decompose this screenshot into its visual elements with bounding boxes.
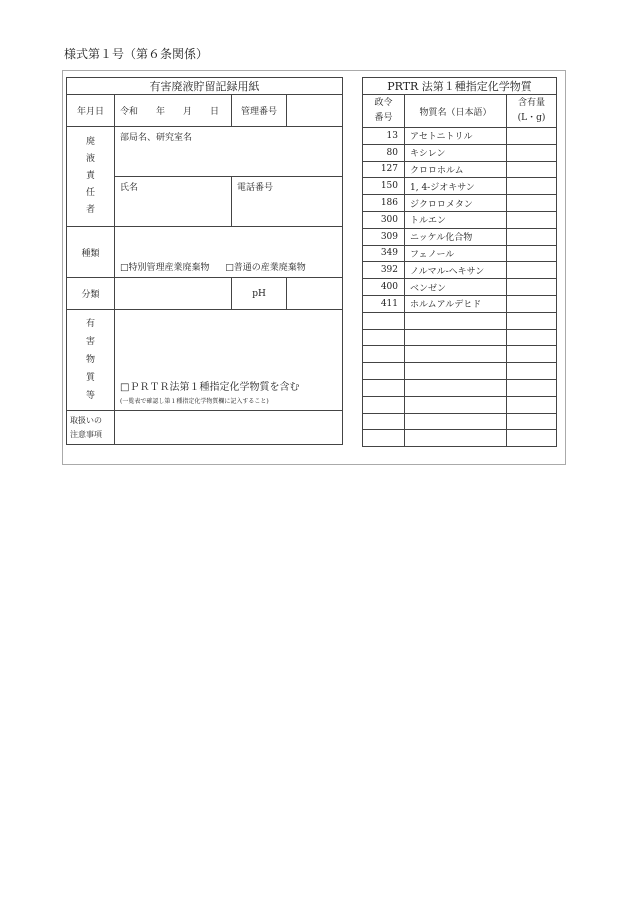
col-header-number: 政令 番号 bbox=[363, 95, 405, 128]
prtr-substance-cell[interactable] bbox=[405, 363, 507, 380]
name-label: 氏名 bbox=[120, 183, 139, 193]
prtr-amount-cell[interactable] bbox=[507, 262, 557, 279]
prtr-amount-cell[interactable] bbox=[507, 346, 557, 363]
prtr-substance-cell[interactable] bbox=[405, 312, 507, 329]
prtr-note: (一覧表で確認し第１種指定化学物質欄に記入すること) bbox=[120, 398, 269, 405]
mgmt-number-label: 管理番号 bbox=[232, 95, 287, 127]
prtr-amount-cell[interactable] bbox=[507, 128, 557, 145]
prtr-substance-cell: アセトニトリル bbox=[405, 128, 507, 145]
phone-label: 電話番号 bbox=[237, 183, 274, 193]
date-field[interactable]: 令和 年 月 日 bbox=[115, 95, 232, 127]
col-header-substance: 物質名（日本語） bbox=[405, 95, 507, 128]
prtr-number-cell: 150 bbox=[363, 178, 405, 195]
prtr-substance-cell[interactable] bbox=[405, 396, 507, 413]
prtr-substance-cell[interactable] bbox=[405, 346, 507, 363]
ph-field[interactable] bbox=[287, 278, 343, 310]
prtr-number-cell: 392 bbox=[363, 262, 405, 279]
prtr-number-cell[interactable] bbox=[363, 346, 405, 363]
prtr-amount-cell[interactable] bbox=[507, 329, 557, 346]
prtr-amount-cell[interactable] bbox=[507, 195, 557, 212]
prtr-row bbox=[363, 144, 557, 161]
prtr-number-cell[interactable] bbox=[363, 329, 405, 346]
prtr-amount-cell[interactable] bbox=[507, 279, 557, 296]
prtr-substance-cell[interactable] bbox=[405, 379, 507, 396]
prtr-row bbox=[363, 295, 557, 312]
prtr-checkbox[interactable]: □ＰＲＴＲ法第１種指定化学物質を含む bbox=[120, 382, 300, 393]
prtr-substance-cell: ノルマル-ヘキサン bbox=[405, 262, 507, 279]
prtr-row bbox=[363, 346, 557, 363]
prtr-amount-cell[interactable] bbox=[507, 211, 557, 228]
prtr-row bbox=[363, 312, 557, 329]
kind-normal-checkbox[interactable]: □普通の産業廃棄物 bbox=[225, 263, 306, 273]
ph-label: pH bbox=[232, 278, 287, 310]
dept-lab-field[interactable] bbox=[115, 127, 343, 177]
prtr-amount-cell[interactable] bbox=[507, 413, 557, 430]
prtr-amount-cell[interactable] bbox=[507, 178, 557, 195]
prtr-amount-cell[interactable] bbox=[507, 312, 557, 329]
prtr-substance-cell: ジクロロメタン bbox=[405, 195, 507, 212]
prtr-number-cell[interactable] bbox=[363, 363, 405, 380]
prtr-amount-cell[interactable] bbox=[507, 295, 557, 312]
prtr-substance-cell: フェノール bbox=[405, 245, 507, 262]
prtr-number-cell: 349 bbox=[363, 245, 405, 262]
prtr-number-cell: 80 bbox=[363, 144, 405, 161]
prtr-row bbox=[363, 363, 557, 380]
prtr-row bbox=[363, 396, 557, 413]
hazardous-substance-label: 有 害 物 質 等 bbox=[67, 310, 115, 411]
prtr-row bbox=[363, 379, 557, 396]
prtr-title: PRTR 法第１種指定化学物質 bbox=[363, 78, 557, 95]
prtr-row bbox=[363, 228, 557, 245]
prtr-amount-cell[interactable] bbox=[507, 379, 557, 396]
prtr-substance-cell[interactable] bbox=[405, 413, 507, 430]
prtr-number-cell: 309 bbox=[363, 228, 405, 245]
prtr-number-cell: 411 bbox=[363, 295, 405, 312]
prtr-row bbox=[363, 178, 557, 195]
kind-label: 種類 bbox=[67, 227, 115, 278]
prtr-number-cell[interactable] bbox=[363, 430, 405, 447]
prtr-substance-cell: クロロホルム bbox=[405, 161, 507, 178]
prtr-number-cell: 186 bbox=[363, 195, 405, 212]
prtr-substance-cell: ニッケル化合物 bbox=[405, 228, 507, 245]
handling-notes-label: 取扱いの 注意事項 bbox=[67, 411, 115, 445]
prtr-row bbox=[363, 329, 557, 346]
prtr-row bbox=[363, 262, 557, 279]
prtr-row bbox=[363, 245, 557, 262]
form-label: 様式第１号（第６条関係） bbox=[64, 47, 209, 61]
col-header-amount: 含有量 (L・g) bbox=[507, 95, 557, 128]
responsible-person-label: 廃 液 責 任 者 bbox=[67, 127, 115, 227]
kind-special-checkbox[interactable]: □特別管理産業廃棄物 bbox=[120, 263, 210, 273]
kind-field bbox=[115, 227, 343, 278]
class-field[interactable] bbox=[115, 278, 232, 310]
prtr-number-cell[interactable] bbox=[363, 312, 405, 329]
name-field[interactable] bbox=[115, 177, 232, 227]
prtr-amount-cell[interactable] bbox=[507, 430, 557, 447]
prtr-row bbox=[363, 279, 557, 296]
prtr-number-cell[interactable] bbox=[363, 413, 405, 430]
waste-record-title: 有害廃液貯留記録用紙 bbox=[67, 78, 343, 95]
prtr-amount-cell[interactable] bbox=[507, 396, 557, 413]
waste-record-table bbox=[66, 77, 343, 445]
prtr-amount-cell[interactable] bbox=[507, 245, 557, 262]
prtr-amount-cell[interactable] bbox=[507, 144, 557, 161]
prtr-amount-cell[interactable] bbox=[507, 363, 557, 380]
prtr-substance-cell: 1, 4-ジオキサン bbox=[405, 178, 507, 195]
prtr-number-cell[interactable] bbox=[363, 396, 405, 413]
mgmt-number-field[interactable] bbox=[287, 95, 343, 127]
prtr-row bbox=[363, 195, 557, 212]
prtr-substance-cell: トルエン bbox=[405, 211, 507, 228]
hazardous-substance-field bbox=[115, 310, 343, 411]
prtr-substance-cell[interactable] bbox=[405, 329, 507, 346]
dept-lab-label: 部局名、研究室名 bbox=[120, 133, 193, 143]
prtr-number-cell: 400 bbox=[363, 279, 405, 296]
class-label: 分類 bbox=[67, 278, 115, 310]
date-label: 年月日 bbox=[67, 95, 115, 127]
prtr-substance-cell: ホルムアルデヒド bbox=[405, 295, 507, 312]
prtr-row bbox=[363, 430, 557, 447]
prtr-substance-cell: キシレン bbox=[405, 144, 507, 161]
handling-notes-field[interactable] bbox=[115, 411, 343, 445]
prtr-number-cell: 127 bbox=[363, 161, 405, 178]
prtr-amount-cell[interactable] bbox=[507, 228, 557, 245]
prtr-number-cell[interactable] bbox=[363, 379, 405, 396]
phone-field[interactable] bbox=[232, 177, 343, 227]
prtr-substance-cell: ベンゼン bbox=[405, 279, 507, 296]
prtr-number-cell: 300 bbox=[363, 211, 405, 228]
prtr-substance-cell[interactable] bbox=[405, 430, 507, 447]
prtr-amount-cell[interactable] bbox=[507, 161, 557, 178]
prtr-number-cell: 13 bbox=[363, 128, 405, 145]
prtr-row bbox=[363, 413, 557, 430]
prtr-table bbox=[362, 77, 557, 447]
prtr-row bbox=[363, 128, 557, 145]
prtr-row bbox=[363, 211, 557, 228]
prtr-row bbox=[363, 161, 557, 178]
